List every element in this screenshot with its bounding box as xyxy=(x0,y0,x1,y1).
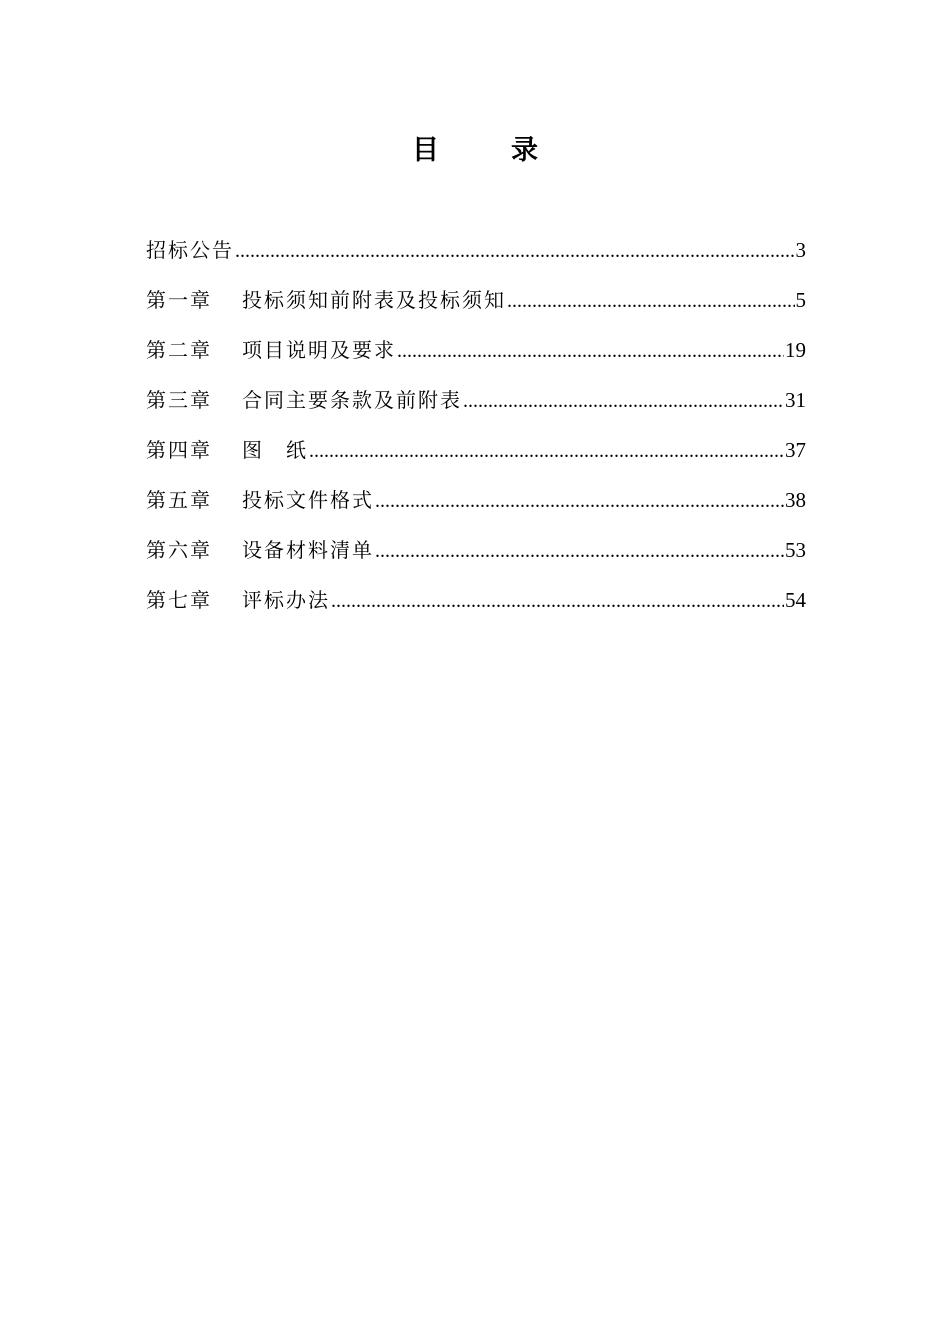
toc-page-number: 37 xyxy=(785,438,806,462)
toc-dot-leader xyxy=(375,479,784,523)
toc-entry-text: 评标办法 xyxy=(242,588,330,612)
toc-entry-text: 设备材料清单 xyxy=(242,538,374,562)
toc-dot-leader xyxy=(463,379,784,423)
toc-dot-leader xyxy=(507,279,795,323)
toc-dot-leader xyxy=(235,229,795,273)
toc-dot-leader xyxy=(375,529,784,573)
toc-entry-chapter-2[interactable] xyxy=(146,328,806,378)
toc-entry-text: 项目说明及要求 xyxy=(242,338,396,362)
toc-page-number: 5 xyxy=(795,288,806,312)
toc-entry-text: 图 纸 xyxy=(242,438,308,462)
toc-entry-text: 投标须知前附表及投标须知 xyxy=(242,288,506,312)
toc-entry-text: 招标公告 xyxy=(146,238,234,262)
toc-chapter-label: 第七章 xyxy=(146,588,212,612)
toc-chapter-label: 第四章 xyxy=(146,438,212,462)
toc-dot-leader xyxy=(309,429,784,473)
toc-dot-leader xyxy=(331,579,784,623)
toc-chapter-label: 第三章 xyxy=(146,388,212,412)
toc-entry-text: 投标文件格式 xyxy=(242,488,374,512)
toc-title-char-2: 录 xyxy=(511,135,538,166)
toc-title xyxy=(0,128,950,174)
toc-page-number: 19 xyxy=(785,338,806,362)
toc-entry-text: 合同主要条款及前附表 xyxy=(242,388,462,412)
toc-title-char-1: 目 xyxy=(412,135,439,166)
toc-page-number: 53 xyxy=(785,538,806,562)
toc-entry-chapter-1[interactable] xyxy=(146,278,806,328)
toc-page-number: 38 xyxy=(785,488,806,512)
toc-page-number: 54 xyxy=(785,588,806,612)
toc-chapter-label: 第一章 xyxy=(146,288,212,312)
toc-page-number: 3 xyxy=(795,238,806,262)
toc-page-number: 31 xyxy=(785,388,806,412)
toc-entry-chapter-7[interactable] xyxy=(146,578,806,628)
toc-entry-chapter-5[interactable] xyxy=(146,478,806,528)
toc-chapter-label: 第五章 xyxy=(146,488,212,512)
toc-entry-chapter-6[interactable] xyxy=(146,528,806,578)
toc-chapter-label: 第六章 xyxy=(146,538,212,562)
toc-list xyxy=(146,228,806,628)
toc-entry-announcement[interactable] xyxy=(146,228,806,278)
toc-entry-chapter-3[interactable] xyxy=(146,378,806,428)
toc-chapter-label: 第二章 xyxy=(146,338,212,362)
toc-entry-chapter-4[interactable] xyxy=(146,428,806,478)
toc-dot-leader xyxy=(397,329,784,373)
